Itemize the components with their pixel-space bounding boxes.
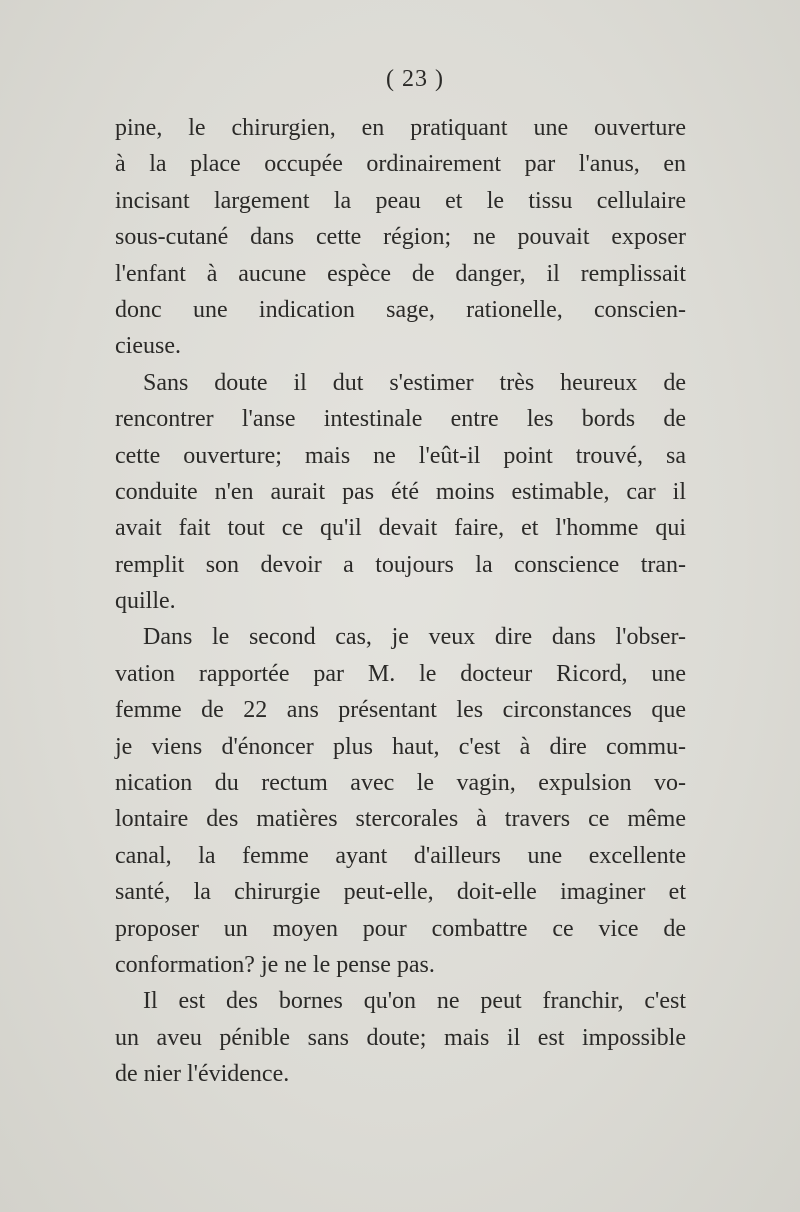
text-line: vation rapportée par M. le docteur Ricord, une [115, 660, 686, 687]
text-line: donc une indication sage, rationelle, conscien- [115, 296, 686, 323]
text-line: l'enfant à aucune espèce de danger, il remplissait [115, 260, 686, 287]
text-line: canal, la femme ayant d'ailleurs une excellente [115, 842, 686, 869]
text-line: incisant largement la peau et le tissu cellulaire [115, 187, 686, 214]
text-line: Sans doute il dut s'estimer très heureux de [143, 369, 686, 396]
body-text [115, 110, 686, 1093]
text-line: nication du rectum avec le vagin, expulsion vo- [115, 770, 686, 797]
text-line: conduite n'en aurait pas été moins estimable, car il [115, 478, 686, 505]
text-line: remplit son devoir a toujours la conscience tran- [115, 551, 686, 578]
page-number: ( 23 ) [386, 66, 444, 92]
text-line: de nier l'évidence. [115, 1061, 290, 1088]
text-line: sous-cutané dans cette région; ne pouvait exposer [115, 224, 686, 251]
text-line: avait fait tout ce qu'il devait faire, et l'homme qui [115, 515, 686, 542]
text-line: à la place occupée ordinairement par l'anus, en [115, 151, 686, 178]
text-line: cette ouverture; mais ne l'eût-il point trouvé, sa [115, 442, 686, 469]
text-line: proposer un moyen pour combattre ce vice de [115, 915, 686, 942]
text-line: un aveu pénible sans doute; mais il est impossible [115, 1024, 686, 1051]
text-line: femme de 22 ans présentant les circonstances que [115, 697, 686, 724]
text-line: lontaire des matières stercorales à travers ce même [115, 806, 686, 833]
text-line: quille. [115, 588, 176, 615]
text-line: santé, la chirurgie peut-elle, doit-elle imaginer et [115, 879, 686, 906]
text-line: cieuse. [115, 333, 181, 360]
text-line: pine, le chirurgien, en pratiquant une ouverture [115, 115, 686, 141]
text-line: Dans le second cas, je veux dire dans l'obser- [143, 624, 686, 651]
text-line: rencontrer l'anse intestinale entre les bords de [115, 406, 686, 433]
text-line: conformation? je ne le pense pas. [115, 951, 435, 978]
text-line: je viens d'énoncer plus haut, c'est à dire commu- [115, 733, 686, 760]
text-line: Il est des bornes qu'on ne peut franchir, c'est [143, 988, 686, 1015]
